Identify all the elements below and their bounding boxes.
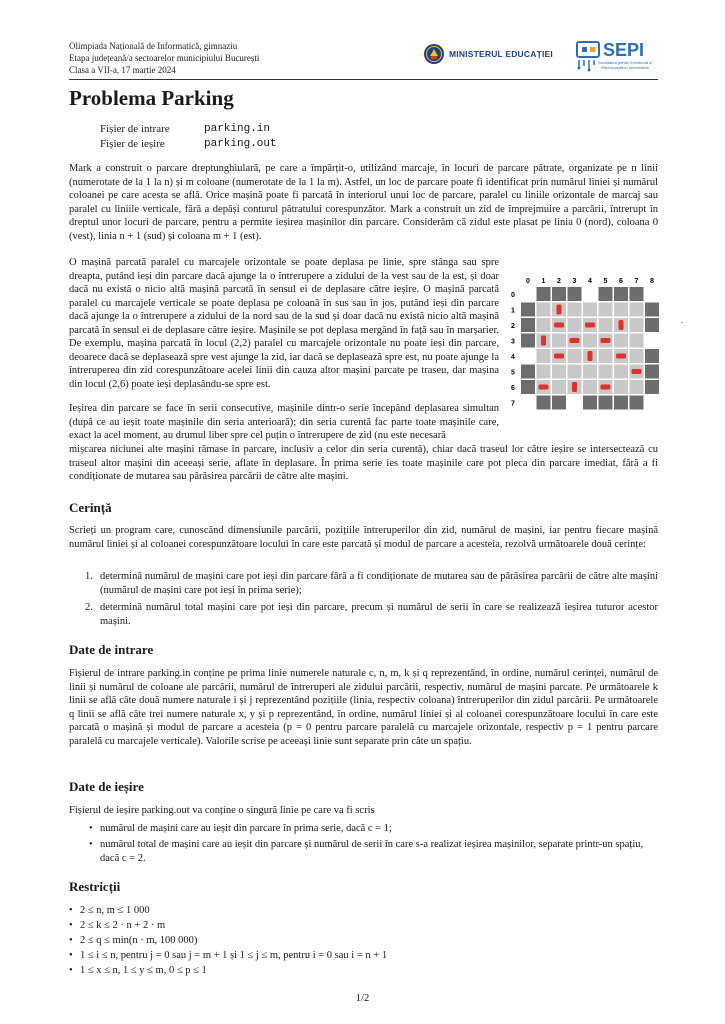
col-label: 1	[541, 278, 546, 285]
wall-segment	[521, 303, 535, 317]
wall-segment	[645, 303, 659, 317]
header-info	[69, 40, 259, 76]
parking-cell	[583, 334, 597, 348]
car-icon	[539, 385, 549, 390]
parking-cell	[537, 303, 551, 317]
restriction-4-text: 1 ≤ i ≤ n, pentru j = 0 sau j = m + 1 și 1 ≤ j ≤ m, pentru i = 0 sau i = n + 1	[80, 950, 388, 961]
ministry-crest-icon	[423, 43, 445, 65]
wall-segment	[521, 365, 535, 379]
restriction-4: • 1 ≤ i ≤ n, pentru j = 0 sau j = m + 1 și 1 ≤ j ≤ m, pentru i = 0 sau i = n + 1	[69, 950, 388, 961]
car-icon	[557, 305, 562, 315]
parking-cell	[599, 318, 613, 332]
parking-cell	[552, 380, 566, 394]
ministry-name: MINISTERUL EDUCAȚIEI	[449, 49, 553, 59]
movement-paragraph: O mașină parcată paralel cu marcajele orizontale se poate deplasa pe linie, spre stânga sau spre dreapta, putând ieși din parcare dacă ajunge la o întrerupere a zidului de la vest sau de la est, și doar dacă nu există o nicio altă mașină parcată în sensul ei de deplasare către ieșire. O mașină parcată paralel cu marcajele verticale se poate deplasa pe coloană în sus sau în jos, putând ieși din parcare dacă ajunge la o întrerupere a zidului de la nord sau de la sud și doar dacă nu există nicio altă mașină parcată în sensul ei de deplasare către ieșire. Mașinile se pot deplasa mergând în față sau în marșarier. De exemplu, mașina parcată în locul (2,2) paralel cu marcajele orizontale nu poate ieși din parcare, deoarece dacă se deplasează spre vest ajunge la zid, iar dacă se deplasează spre est, nu poate ajunge la întreruperea din zid corespunzătoare acelei linii din cauza altor mașini parcate pe traseu, dar mașina din locul (2,6) poate ieși deplasându-se spre est.	[69, 257, 499, 390]
col-label: 2	[557, 278, 561, 285]
section-heading-restrictii: Restricții	[69, 879, 121, 894]
parking-cell	[599, 303, 613, 317]
parking-cell	[568, 303, 582, 317]
parking-cell	[552, 365, 566, 379]
row-label: 4	[511, 354, 515, 361]
file-info	[100, 122, 277, 152]
header-line-3: Clasa a VII-a, 17 martie 2024	[69, 65, 176, 75]
car-icon	[588, 351, 593, 361]
cerinta-item-2-text: determină numărul total mașini care pot ieși din parcare, precum și numărul de serii în care se realizează ieșirea tuturor acestor mașini.	[100, 602, 658, 627]
margin-mark: ·	[680, 318, 684, 329]
header-divider	[69, 79, 658, 80]
iesire-item-1: • numărul de mașini care au ieșit din parcare în prima serie, dacă c = 1;	[89, 823, 392, 834]
wall-segment	[537, 287, 551, 301]
input-file-label: Fișier de intrare	[100, 123, 170, 135]
parking-cell	[599, 349, 613, 363]
parking-cell	[630, 303, 644, 317]
page-number: 1/2	[355, 993, 370, 1004]
section-heading-intrare: Date de intrare	[69, 642, 154, 657]
car-icon	[570, 338, 580, 343]
parking-grid	[509, 275, 661, 423]
wall-segment	[645, 365, 659, 379]
parking-cell	[552, 334, 566, 348]
col-label: 3	[572, 278, 577, 285]
wall-segment	[521, 334, 535, 348]
restriction-1: • 2 ≤ n, m ≤ 1 000	[69, 905, 150, 916]
parking-cell	[537, 365, 551, 379]
iesire-text: Fișierul de ieșire parking.out va conține o singură linie pe care va fi scris	[69, 805, 375, 816]
car-icon	[601, 338, 611, 343]
wall-segment	[614, 287, 628, 301]
sepi-subtitle: Societatea pentru Excelență și Performanță în Informatică	[597, 60, 653, 70]
cerinta-item-1	[85, 570, 658, 597]
row-label: 2	[511, 323, 515, 330]
wall-segment	[645, 380, 659, 394]
parking-cell	[614, 365, 628, 379]
wall-segment	[645, 318, 659, 332]
row-label: 1	[511, 307, 515, 315]
parking-cell	[614, 303, 628, 317]
row-label: 0	[511, 292, 515, 299]
row-label: 6	[511, 385, 515, 392]
parking-cell	[568, 365, 582, 379]
sepi-wordmark: SEPI	[603, 40, 645, 60]
wall-segment	[614, 396, 628, 410]
cerinta-item-1-text: determină numărul de mașini care pot ieși din parcare fără a fi condiționate de mutarea sau de părăsirea parcării de către alte mașini (numărul de mașini care pot ieși în prima serie);	[100, 571, 658, 596]
parking-figure	[509, 275, 661, 428]
wall-segment	[630, 287, 644, 301]
col-label: 4	[588, 278, 592, 285]
col-label: 8	[650, 278, 654, 285]
car-icon	[585, 323, 595, 328]
wall-segment	[552, 396, 566, 410]
wall-segment	[521, 380, 535, 394]
restriction-2-text: 2 ≤ k ≤ 2 · n + 2 · m	[80, 920, 166, 931]
car-icon	[632, 369, 642, 374]
restriction-3-text: 2 ≤ q ≤ min(n · m, 100 000)	[80, 935, 198, 946]
parking-cell	[630, 380, 644, 394]
car-icon	[572, 382, 577, 392]
car-icon	[601, 385, 611, 390]
sepi-logo	[574, 38, 604, 77]
restriction-3: • 2 ≤ q ≤ min(n · m, 100 000)	[69, 935, 198, 946]
cerinta-text: Scrieți un program care, cunoscând dimensiunile parcării, pozițiile întreruperilor din zid, numărul de mașini, iar pentru fiecare mașină numărul liniei și al coloanei corespunzătoare locului în care este parcată și modul de parcare a acesteia, rezolvă următoarele două cerințe:	[69, 525, 658, 550]
parking-cell	[537, 349, 551, 363]
wall-segment	[568, 287, 582, 301]
wall-segment	[645, 349, 659, 363]
section-heading-iesire: Date de ieșire	[69, 779, 144, 794]
parking-cell	[630, 349, 644, 363]
wall-segment	[599, 396, 613, 410]
cerinta-item-2-number: 2.	[85, 602, 93, 613]
cerinta-item-1-number: 1.	[85, 571, 93, 582]
parking-cell	[583, 365, 597, 379]
restriction-1-text: 2 ≤ n, m ≤ 1 000	[80, 905, 150, 916]
parking-cell	[537, 318, 551, 332]
cerinta-item-2	[85, 601, 658, 628]
parking-cell	[568, 349, 582, 363]
intro-paragraph: Mark a construit o parcare dreptunghiulară, pe care a împărțit-o, utilizând marcaje, în locuri de parcare pătrate, organizate pe n linii (numerotate de la 1 la n) și m coloane (numerotate de la 1 la m). Astfel, un loc de parcare poate fi identificat prin numărul liniei și numărul coloanei pe care acesta se află. Orice mașină poate fi parcată în interiorul unui loc de parcare, paralel cu liniile orizontale de marcaj sau paralel cu liniile verticale, fără a depăși conturul pătratului corespunzător. Mark a construit un zid de împrejmuire a parcării, întrerupt în dreptul unor locuri de parcare, pentru a permite ieșirea mașinilor din parcare. Considerăm că zidul este plasat pe linia 0 (nord), coloana 0 (vest), linia n + 1 (sud) și coloana m + 1 (est).	[69, 163, 658, 242]
parking-cell	[614, 334, 628, 348]
wall-segment	[537, 396, 551, 410]
car-icon	[554, 354, 564, 359]
parking-cell	[614, 380, 628, 394]
page-title: Problema Parking	[69, 86, 234, 110]
wall-segment	[521, 318, 535, 332]
car-icon	[541, 336, 546, 346]
restriction-5-text: 1 ≤ x ≤ n, 1 ≤ y ≤ m, 0 ≤ p ≤ 1	[80, 965, 207, 976]
col-label: 6	[619, 278, 623, 285]
wall-segment	[583, 396, 597, 410]
parking-cell	[599, 365, 613, 379]
car-icon	[619, 320, 624, 330]
wall-segment	[599, 287, 613, 301]
car-icon	[554, 323, 564, 328]
row-label: 5	[511, 369, 515, 377]
parking-cell	[630, 318, 644, 332]
output-file-name: parking.out	[204, 138, 277, 150]
car-icon	[616, 354, 626, 359]
parking-cell	[568, 318, 582, 332]
intrare-text: Fișierul de intrare parking.in conține pe prima linie numerele naturale c, n, m, k și q reprezentând, în ordine, numărul cerinței, numărul de linii și numărul de coloane ale parcării, numărul de întreruperi ale zidului parcării, respectiv, numărul de mașini parcate. Pe următoarele k linii se află câte două numere naturale i și j reprezentând pozițiile (linia, respectiv coloana) întreruperilor din zidul parcării. Pe următoarele q linii se află câte trei numere naturale x, y și p reprezentând, în ordine, numărul liniei și al coloanei corespunzătoare locului în care este parcată o mașină și modul de parcare a acesteia (p = 0 pentru parcare paralelă cu marcajele orizontale, respectiv p = 1 pentru parcare paralelă cu marcajele verticale). Valorile scrise pe aceeași linie sunt separate prin câte un spațiu.	[69, 668, 658, 747]
input-file-name: parking.in	[204, 123, 271, 135]
iesire-item-1-text: numărul de mașini care au ieșit din parcare în prima serie, dacă c = 1;	[100, 823, 392, 834]
header-line-1: Olimpiada Națională de Informatică, gimnaziu	[69, 41, 238, 51]
output-file-label: Fișier de ieșire	[100, 138, 165, 150]
row-label: 3	[511, 338, 515, 346]
row-label: 7	[511, 400, 515, 408]
ministry-logo	[423, 43, 553, 65]
col-label: 7	[634, 278, 639, 285]
series-paragraph-start: Ieșirea din parcare se face în serii consecutive, mașinile dintr-o serie începând deplasarea simultan (după ce au ieșit toate mașinile din seria anterioară); din seria curentă fac parte toate mașinile care, exact la acel moment, au drumul liber spre cel puțin o întrerupere de zid (nu este necesară	[69, 403, 499, 441]
wall-segment	[630, 396, 644, 410]
section-heading-cerinta: Cerință	[69, 500, 112, 515]
restriction-2: • 2 ≤ k ≤ 2 · n + 2 · m	[69, 920, 166, 931]
wall-segment	[552, 287, 566, 301]
col-label: 0	[526, 278, 530, 285]
header-line-2: Etapa județeană/a sectoarelor municipiului București	[69, 53, 260, 63]
iesire-item-2: • numărul total de mașini care au ieșit din parcare și numărul de serii în care s-a realizat ieșirea mașinilor, separate printr-un spațiu, dacă c = 2.	[89, 839, 644, 864]
parking-cell	[630, 334, 644, 348]
parking-cell	[583, 303, 597, 317]
parking-cell	[583, 380, 597, 394]
series-paragraph-end: mișcarea niciunei alte mașini rămase în parcare, inclusiv a celor din seria curentă), chiar dacă traseul lor către ieșire se intersectează cu traseul altor mașini din aceeași serie, aflate în deplasare. În prima serie ies toate mașinile care pot pleca din parcare imediat, fără a fi condiționate de mutarea sau părăsirea parcării de către alte mașini.	[69, 444, 658, 482]
col-label: 5	[603, 278, 608, 285]
restriction-5: • 1 ≤ x ≤ n, 1 ≤ y ≤ m, 0 ≤ p ≤ 1	[69, 965, 207, 976]
iesire-item-2-text: numărul total de mașini care au ieșit din parcare și numărul de serii în care s-a realizat ieșirea mașinilor, separate printr-un spațiu, dacă c = 2.	[100, 839, 644, 864]
